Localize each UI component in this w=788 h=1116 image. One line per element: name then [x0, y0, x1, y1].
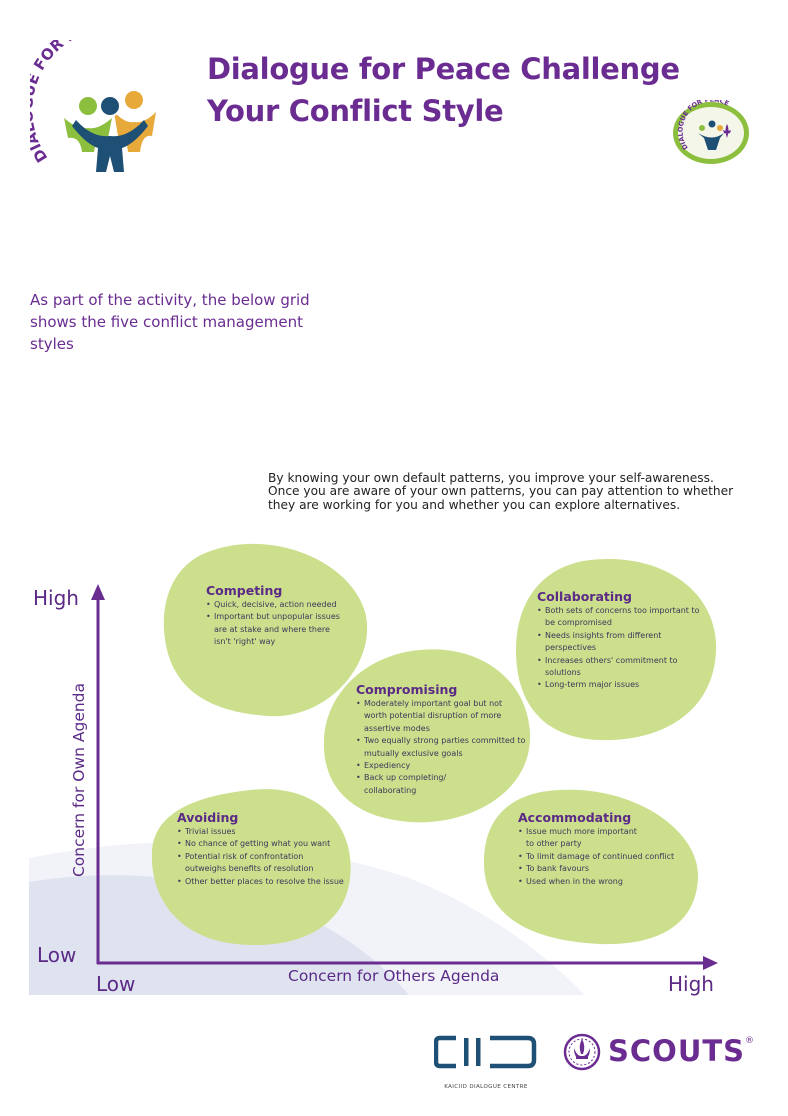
accommodating-block	[518, 810, 678, 888]
compromising-item: • Back up completing/ collaborating	[356, 772, 464, 797]
avoiding-item: • Potential risk of confrontation outweighs benefits of resolution	[177, 851, 345, 876]
title-line-2: Your Conflict Style	[207, 94, 504, 128]
avoiding-list	[177, 826, 345, 888]
accommodating-title: Accommodating	[518, 810, 632, 825]
x-axis-title: Concern for Others Agenda	[288, 967, 500, 985]
avoiding-item: • No chance of getting what you want	[177, 838, 345, 850]
badge-arc-text: DIALOGUE FOR P CE	[676, 100, 731, 152]
self-awareness-note: By knowing your own default patterns, you improve your self-awareness. Once you are aware of your own patterns, you can pay attention to whether they are working for you and whether you can explore alternatives.	[268, 471, 734, 512]
collaborating-item: • Increases others' commitment to solutions	[537, 655, 702, 680]
competing-list	[206, 599, 356, 649]
accommodating-item: • To bank favours	[518, 863, 678, 875]
compromising-item: • Expediency	[356, 760, 526, 772]
avoiding-item: • Trivial issues	[177, 826, 345, 838]
logo-arc-text: D FOR	[30, 40, 68, 166]
compromising-list	[356, 698, 526, 797]
x-axis-low-label: Low	[96, 972, 136, 996]
y-axis-high-label: High	[33, 586, 79, 610]
registered-mark: ®	[745, 1036, 756, 1046]
competing-item: • Important but unpopular issues are at stake and where there isn't 'right' way	[206, 611, 342, 648]
avoiding-item: • Other better places to resolve the issue	[177, 876, 345, 888]
intro-text: As part of the activity, the below grid shows the five conflict management styles	[30, 291, 310, 353]
competing-title: Competing	[206, 583, 283, 598]
scouts-emblem-icon	[562, 1032, 602, 1072]
compromising-title: Compromising	[356, 682, 458, 697]
accommodating-item: • To limit damage of continued conflict	[518, 851, 678, 863]
kaiciid-logo	[434, 1032, 538, 1092]
accommodating-list	[518, 826, 678, 888]
competing-item: • Quick, decisive, action needed	[206, 599, 356, 611]
accommodating-item: • Used when in the wrong	[518, 876, 678, 888]
compromising-item: • Two equally strong parties committed to mutually exclusive goals	[356, 735, 526, 760]
collaborating-item: • Needs insights from different perspectives	[537, 630, 702, 655]
competing-block	[206, 583, 356, 649]
scouts-text: SCOUTS	[608, 1034, 746, 1068]
y-axis-low-label: Low	[37, 943, 77, 967]
compromising-item: • Moderately important goal but not worth potential disruption of more assertive modes	[356, 698, 526, 735]
collaborating-block	[537, 589, 702, 692]
avoiding-title: Avoiding	[177, 810, 239, 825]
scouts-logo	[562, 1030, 756, 1076]
x-axis-high-label: High	[668, 972, 714, 996]
accommodating-item: • Issue much more important to other party	[518, 826, 638, 851]
kaiciid-caption: KAICIID DIALOGUE CENTRE	[444, 1084, 528, 1090]
title-line-1: Dialogue for Peace Challenge	[207, 52, 680, 86]
collaborating-title: Collaborating	[537, 589, 633, 604]
scouts-wordmark	[608, 1034, 755, 1068]
collaborating-list	[537, 605, 702, 692]
collaborating-item: • Long-term major issues	[537, 679, 702, 691]
collaborating-item: • Both sets of concerns too important to be compromised	[537, 605, 702, 630]
avoiding-block	[177, 810, 345, 888]
compromising-block	[356, 682, 526, 797]
y-axis-title: Concern for Own Agenda	[70, 682, 88, 878]
